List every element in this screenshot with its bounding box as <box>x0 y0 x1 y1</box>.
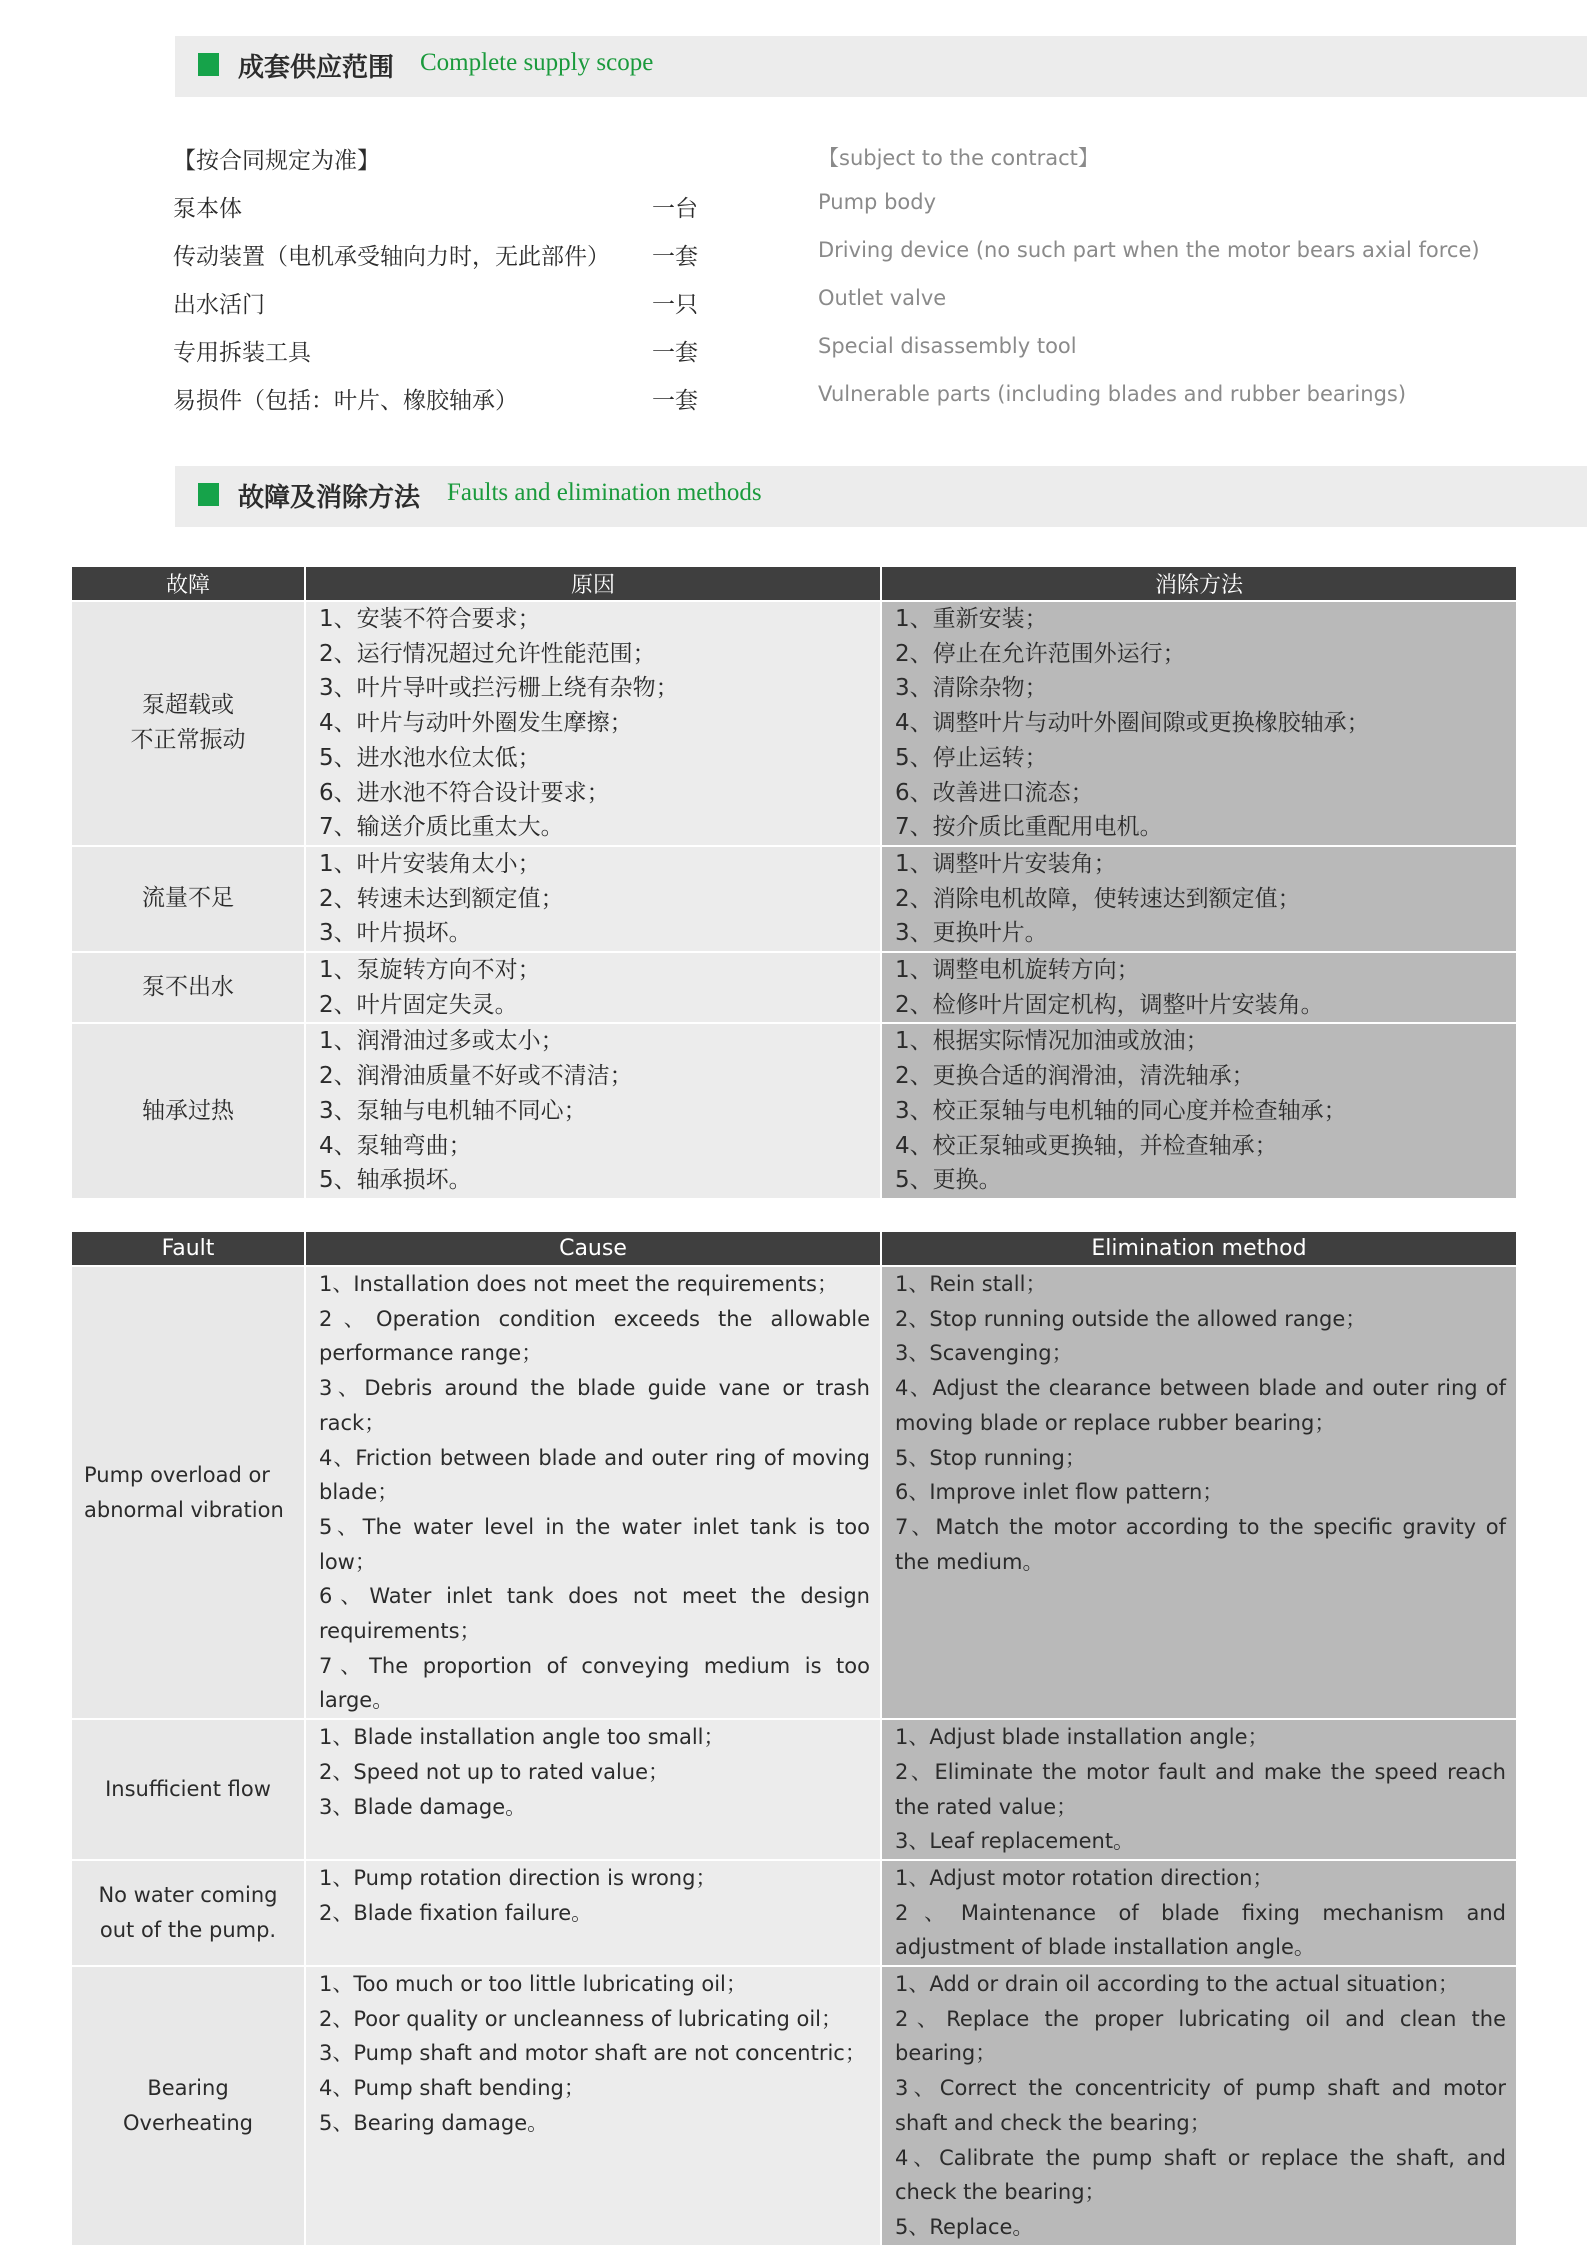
method-item: 2、消除电机故障，使转速达到额定值； <box>895 885 1301 912</box>
cause-cell <box>305 1266 881 1719</box>
supply-item-name-cn: 专用拆装工具 <box>173 340 311 366</box>
faults-table-en <box>72 1232 1516 2245</box>
fault-label: Insufficient flow <box>105 1777 271 1802</box>
supply-item-name-en: Vulnerable parts (including blades and rubber bearings) <box>818 382 1407 406</box>
method-item: 1、重新安装； <box>895 606 1048 632</box>
cause-item: 2、Operation condition exceeds the allowable performance range； <box>319 1306 870 1366</box>
method-item: 3、更换叶片。 <box>895 920 1048 947</box>
method-item: 2、Eliminate the motor fault and make the speed reach the rated value； <box>895 1759 1506 1819</box>
supply-item <box>0 334 1587 374</box>
method-item: 2、Maintenance of blade fixing mechanism and adjustment of blade installation angle。 <box>895 1900 1506 1960</box>
method-item: 7、Match the motor according to the specific gravity of the medium。 <box>895 1514 1506 1574</box>
table-header-row <box>72 567 1516 601</box>
fault-label: Bearing Overheating <box>123 2075 253 2135</box>
method-cell <box>881 1023 1516 1198</box>
cause-item: 1、Installation does not meet the requirements； <box>319 1272 838 1296</box>
supply-item-qty: 一套 <box>652 388 698 414</box>
supply-scope-section-header <box>175 36 1587 97</box>
cause-item: 1、安装不符合要求； <box>319 606 541 632</box>
method-item: 1、调整叶片安装角； <box>895 850 1117 877</box>
supply-item-name-en: Driving device (no such part when the motor bears axial force) <box>818 238 1480 262</box>
cause-item: 5、Bearing damage。 <box>319 2110 549 2135</box>
cause-item: 2、运行情况超过允许性能范围； <box>319 640 656 667</box>
fault-cell <box>72 601 305 846</box>
table-header-row <box>72 1232 1516 1266</box>
method-item: 5、停止运转； <box>895 744 1048 771</box>
method-item: 3、Leaf replacement。 <box>895 1829 1135 1854</box>
faults-table-cn <box>72 567 1516 1198</box>
supply-item-qty: 一套 <box>652 244 698 270</box>
method-item: 1、Adjust motor rotation direction； <box>895 1865 1274 1890</box>
cause-item: 3、Blade damage。 <box>319 1794 527 1819</box>
fault-label: Pump overload or abnormal vibration <box>84 1462 284 1522</box>
method-item: 7、按介质比重配用电机。 <box>895 814 1163 841</box>
cause-item: 1、润滑油过多或太小； <box>319 1028 564 1055</box>
cause-item: 6、Water inlet tank does not meet the design requirements； <box>319 1584 870 1644</box>
supply-item-name-en: Pump body <box>818 190 937 214</box>
method-item: 4、Adjust the clearance between blade and outer ring of moving blade or replace rubber bearing； <box>895 1376 1506 1435</box>
cause-cell <box>305 601 881 846</box>
cause-item: 2、转速未达到额定值； <box>319 885 564 912</box>
table-row <box>72 952 1516 1023</box>
fault-cell <box>72 1719 305 1860</box>
green-square-icon <box>198 53 219 76</box>
method-item: 1、Adjust blade installation angle； <box>895 1725 1269 1750</box>
cause-item: 3、Pump shaft and motor shaft are not concentric； <box>319 2041 866 2066</box>
method-cell <box>881 1860 1516 1966</box>
table-row <box>72 1719 1516 1860</box>
table-row <box>72 1023 1516 1198</box>
cause-cell <box>305 1719 881 1860</box>
faults-section-header <box>175 466 1587 527</box>
cause-item: 2、Blade fixation failure。 <box>319 1900 593 1925</box>
column-header-cause: Cause <box>305 1232 881 1266</box>
cause-item: 1、泵旋转方向不对； <box>319 957 541 984</box>
cause-item: 7、输送介质比重太大。 <box>319 814 564 841</box>
method-item: 3、清除杂物； <box>895 675 1048 702</box>
method-item: 2、更换合适的润滑油，清洗轴承； <box>895 1063 1255 1090</box>
cause-item: 3、Debris around the blade guide vane or trash rack； <box>319 1376 870 1435</box>
method-item: 1、根据实际情况加油或放油； <box>895 1028 1209 1055</box>
method-cell <box>881 952 1516 1023</box>
cause-item: 1、Pump rotation direction is wrong； <box>319 1865 717 1890</box>
cause-item: 5、The water level in the water inlet tank is too low； <box>319 1514 870 1574</box>
method-item: 5、更换。 <box>895 1167 1002 1194</box>
method-cell <box>881 846 1516 952</box>
table-row <box>72 601 1516 846</box>
table-row <box>72 1966 1516 2245</box>
fault-label: 轴承过热 <box>142 1097 234 1124</box>
method-item: 2、检修叶片固定机构，调整叶片安装角。 <box>895 991 1324 1018</box>
method-cell <box>881 1966 1516 2245</box>
cause-item: 3、泵轴与电机轴不同心； <box>319 1097 587 1124</box>
method-item: 3、校正泵轴与电机轴的同心度并检查轴承； <box>895 1097 1347 1124</box>
fault-cell <box>72 1860 305 1966</box>
method-item: 1、Rein stall； <box>895 1272 1047 1296</box>
supply-item-name-cn: 泵本体 <box>173 196 242 222</box>
cause-item: 1、Too much or too little lubricating oil； <box>319 1972 747 1997</box>
column-header-method: Elimination method <box>881 1232 1516 1266</box>
method-item: 1、调整电机旋转方向； <box>895 957 1140 984</box>
table-row <box>72 1266 1516 1719</box>
method-item: 3、Scavenging； <box>895 1341 1073 1366</box>
section-title-en: Complete supply scope <box>420 49 654 76</box>
method-item: 1、Add or drain oil according to the actual situation； <box>895 1972 1459 1997</box>
method-item: 2、停止在允许范围外运行； <box>895 640 1186 667</box>
method-item: 3、Correct the concentricity of pump shaft and motor shaft and check the bearing； <box>895 2076 1506 2135</box>
supply-item <box>0 382 1587 422</box>
method-item: 2、Replace the proper lubricating oil and clean the bearing； <box>895 2006 1506 2066</box>
note-en: 【subject to the contract】 <box>818 146 1099 170</box>
fault-cell <box>72 846 305 952</box>
supply-item-name-en: Special disassembly tool <box>818 334 1077 358</box>
supply-item-name-cn: 出水活门 <box>173 292 265 318</box>
method-item: 2、Stop running outside the allowed range； <box>895 1306 1367 1331</box>
section-title-cn: 故障及消除方法 <box>238 483 421 513</box>
fault-label: No water coming out of the pump. <box>98 1883 278 1942</box>
supply-item-name-cn: 传动装置（电机承受轴向力时，无此部件） <box>173 244 610 270</box>
fault-label: 泵超载或 不正常振动 <box>130 692 246 754</box>
supply-item <box>0 286 1587 326</box>
fault-cell <box>72 1023 305 1198</box>
cause-item: 2、润滑油质量不好或不清洁； <box>319 1063 633 1090</box>
cause-item: 2、Poor quality or uncleanness of lubricating oil； <box>319 2006 843 2031</box>
cause-item: 1、Blade installation angle too small； <box>319 1725 725 1750</box>
cause-item: 5、轴承损坏。 <box>319 1167 472 1194</box>
column-header-fault: 故障 <box>72 567 305 601</box>
cause-item: 1、叶片安装角太小； <box>319 850 541 877</box>
supply-item-qty: 一套 <box>652 340 698 366</box>
supply-item-name-en: Outlet valve <box>818 286 947 310</box>
cause-cell <box>305 952 881 1023</box>
method-item: 6、改善进口流态； <box>895 779 1094 806</box>
method-item: 4、Calibrate the pump shaft or replace the shaft, and check the bearing； <box>895 2145 1506 2205</box>
fault-label: 泵不出水 <box>142 974 234 1001</box>
cause-item: 5、进水池水位太低； <box>319 744 541 771</box>
cause-cell <box>305 1023 881 1198</box>
supply-scope-note <box>0 142 1587 182</box>
method-item: 4、调整叶片与动叶外圈间隙或更换橡胶轴承； <box>895 710 1370 737</box>
section-title-cn: 成套供应范围 <box>238 53 395 83</box>
cause-item: 4、Friction between blade and outer ring of moving blade； <box>319 1445 870 1505</box>
cause-item: 4、泵轴弯曲； <box>319 1132 472 1159</box>
supply-item-qty: 一台 <box>652 196 698 222</box>
method-cell <box>881 1266 1516 1719</box>
supply-item-name-cn: 易损件（包括：叶片、橡胶轴承） <box>173 388 518 414</box>
column-header-fault: Fault <box>72 1232 305 1266</box>
cause-item: 6、进水池不符合设计要求； <box>319 779 610 806</box>
fault-cell <box>72 1966 305 2245</box>
note-cn: 【按合同规定为准】 <box>173 148 380 174</box>
method-item: 4、校正泵轴或更换轴，并检查轴承； <box>895 1132 1278 1159</box>
fault-label: 流量不足 <box>142 885 234 912</box>
method-item: 5、Stop running； <box>895 1445 1086 1470</box>
method-cell <box>881 601 1516 846</box>
cause-item: 4、Pump shaft bending； <box>319 2076 585 2101</box>
column-header-method: 消除方法 <box>881 567 1516 601</box>
column-header-cause: 原因 <box>305 567 881 601</box>
cause-item: 2、叶片固定失灵。 <box>319 991 518 1018</box>
cause-cell <box>305 846 881 952</box>
cause-item: 2、Speed not up to rated value； <box>319 1759 670 1784</box>
green-square-icon <box>198 483 219 506</box>
method-item: 6、Improve inlet flow pattern； <box>895 1480 1224 1505</box>
cause-cell <box>305 1966 881 2245</box>
fault-cell <box>72 952 305 1023</box>
cause-item: 4、叶片与动叶外圈发生摩擦； <box>319 710 633 737</box>
fault-cell <box>72 1266 305 1719</box>
cause-item: 7、The proportion of conveying medium is too large。 <box>319 1653 870 1713</box>
supply-item <box>0 238 1587 278</box>
supply-item <box>0 190 1587 230</box>
supply-item-qty: 一只 <box>652 292 698 318</box>
cause-item: 3、叶片损坏。 <box>319 920 472 947</box>
table-row <box>72 846 1516 952</box>
method-item: 5、Replace。 <box>895 2214 1034 2239</box>
section-title-en: Faults and elimination methods <box>447 479 762 506</box>
table-row <box>72 1860 1516 1966</box>
cause-cell <box>305 1860 881 1966</box>
method-cell <box>881 1719 1516 1860</box>
cause-item: 3、叶片导叶或拦污栅上绕有杂物； <box>319 675 679 702</box>
